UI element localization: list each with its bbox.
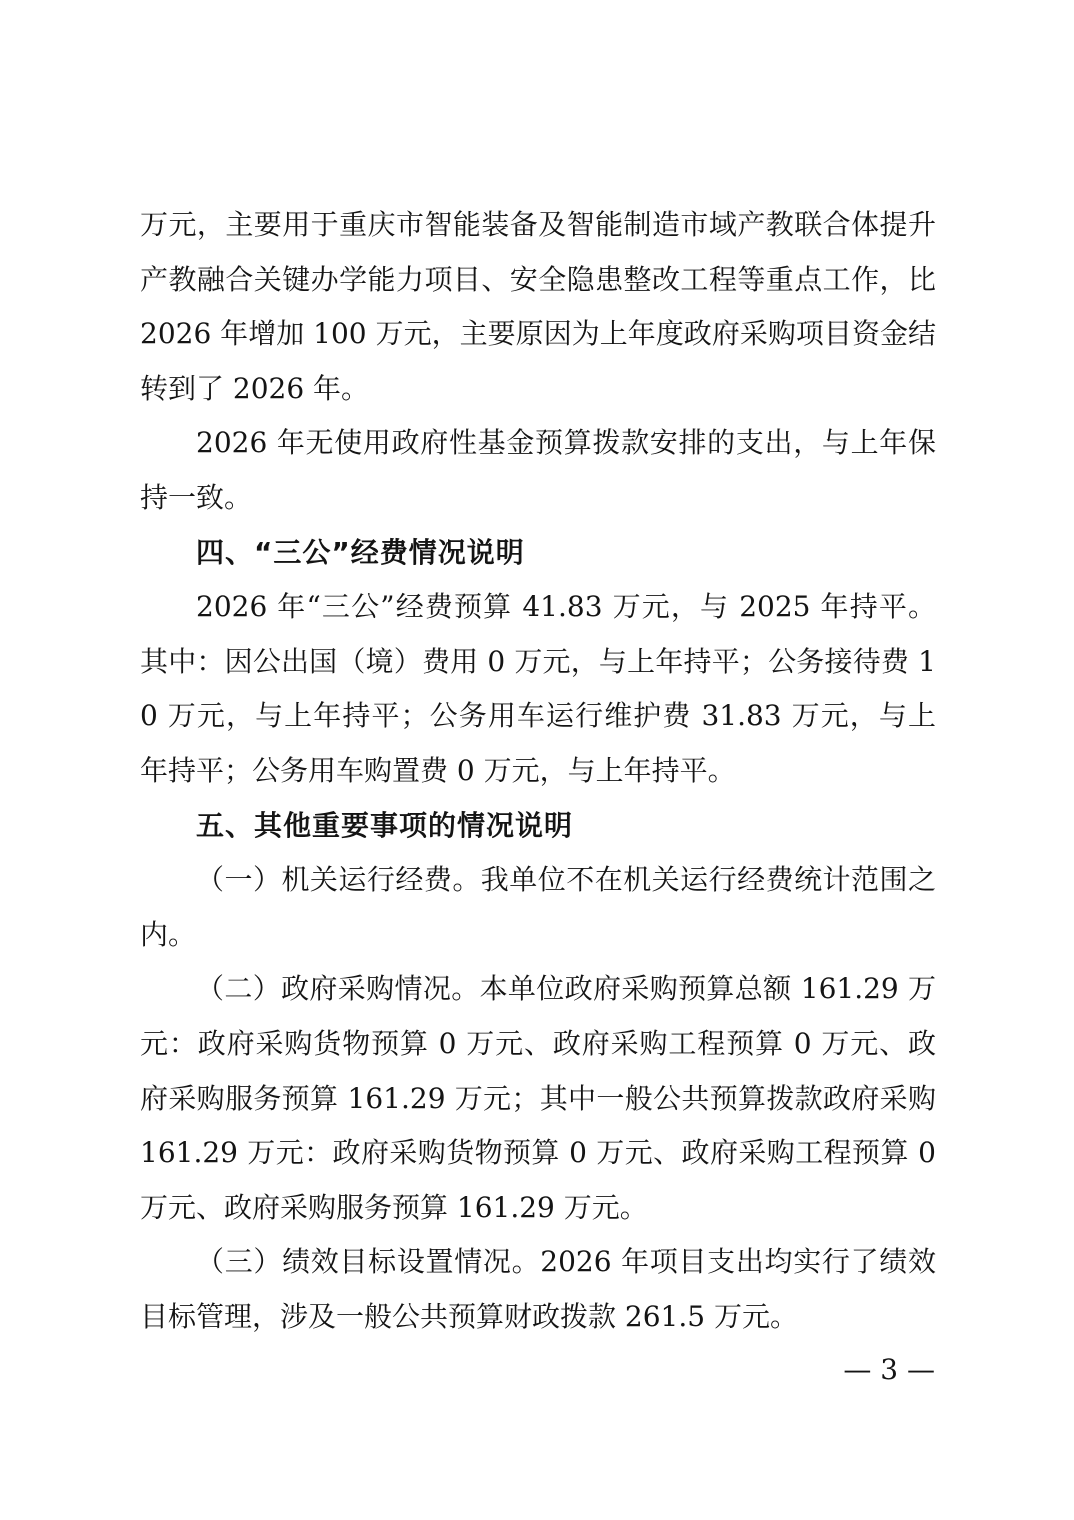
- paragraph-three-public-expense-details: 2026 年“三公”经费预算 41.83 万元，与 2025 年持平。其中：因公出国（境）费用 0 万元，与上年持平；公务接待费 10 万元，与上年持平；公务用车运行维护费 31.83 万元，与上年持平；公务用车购置费 0 万元，与上年持平。: [140, 590, 936, 787]
- paragraph-government-fund-budget: 2026 年无使用政府性基金预算拨款安排的支出，与上年保持一致。: [140, 426, 936, 514]
- paragraph-carryover-special-funds: 万元，主要用于重庆市智能装备及智能制造市域产教联合体提升产教融合关键办学能力项目、安全隐患整改工程等重点工作，比 2026 年增加 100 万元，主要原因为上年度政府采购项目资金结转到了 2026 年。: [140, 208, 936, 405]
- section-heading-three-public-expenses: 四、“三公”经费情况说明: [196, 535, 525, 569]
- document-page-body: [140, 198, 936, 1344]
- paragraph-agency-operating-expenses: （一）机关运行经费。我单位不在机关运行经费统计范围之内。: [140, 863, 936, 951]
- section-heading-other-important-matters: 五、其他重要事项的情况说明: [196, 808, 574, 842]
- paragraph-government-procurement: （二）政府采购情况。本单位政府采购预算总额 161.29 万元：政府采购货物预算 0 万元、政府采购工程预算 0 万元、政府采购服务预算 161.29 万元；其中一般公共预算拨款政府采购 161.29 万元：政府采购货物预算 0 万元、政府采购工程预算 0 万元、政府采购服务预算 161.29 万元。: [140, 972, 936, 1224]
- page-number: — 3 —: [843, 1353, 935, 1386]
- paragraph-performance-targets: （三）绩效目标设置情况。2026 年项目支出均实行了绩效目标管理，涉及一般公共预算财政拨款 261.5 万元。: [140, 1245, 936, 1333]
